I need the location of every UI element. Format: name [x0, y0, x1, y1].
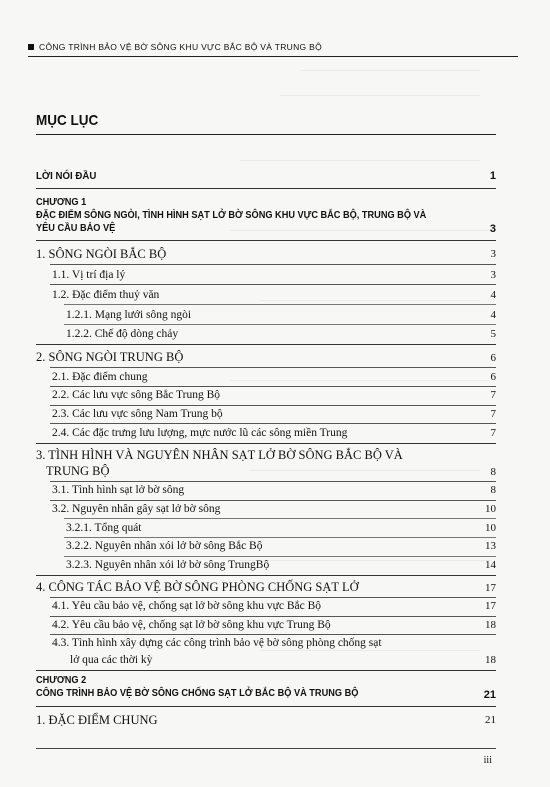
toc-item: 4.3. Tình hình xây dựng các công trình bảo vệ bờ sông phòng chống sạt	[52, 637, 382, 649]
toc-section: 3. TÌNH HÌNH VÀ NGUYÊN NHÂN SẠT LỞ BỜ SÔNG BẮC BỘ VÀ	[36, 448, 403, 462]
divider	[36, 134, 496, 135]
chapter-title: ĐẶC ĐIỂM SÔNG NGÒI, TÌNH HÌNH SẠT LỞ BỜ SÔNG KHU VỰC BẮC BỘ, TRUNG BỘ VÀ	[36, 210, 427, 221]
divider	[36, 188, 496, 189]
toc-preface: LỜI NÓI ĐẦU	[36, 170, 97, 182]
toc-item: 2.2. Các lưu vực sông Bắc Trung Bộ	[52, 389, 221, 401]
toc-item: 2.4. Các đặc trưng lưu lượng, mực nước lũ các sông miền Trung	[52, 427, 348, 439]
toc-section: 1. ĐẶC ĐIỂM CHUNG	[36, 713, 158, 727]
divider	[50, 284, 496, 285]
toc-item: 3.2.2. Nguyên nhân xói lở bờ sông Bắc Bộ	[66, 540, 263, 552]
toc-page: 7	[490, 389, 496, 401]
toc-item: 1.2.2. Chế độ dòng chảy	[66, 328, 179, 340]
toc-page: 7	[490, 408, 496, 420]
toc-page: 17	[485, 600, 496, 612]
toc-item: 2.3. Các lưu vực sông Nam Trung bộ	[52, 408, 223, 420]
toc-page: 18	[485, 619, 496, 631]
toc-page: 6	[490, 371, 496, 383]
toc-page: 13	[485, 540, 496, 552]
toc-page: 1	[489, 170, 496, 182]
chapter-label: CHƯƠNG 1	[36, 197, 87, 208]
running-header	[28, 42, 518, 57]
toc-section: 4. CÔNG TÁC BẢO VỆ BỜ SÔNG PHÒNG CHỐNG SẠT LỞ	[36, 580, 359, 594]
toc-page: 4	[490, 309, 496, 321]
divider	[36, 670, 496, 671]
divider	[50, 481, 496, 482]
toc-item: 3.1. Tình hình sạt lở bờ sông	[52, 484, 185, 496]
toc-page: 21	[485, 714, 496, 726]
divider	[64, 324, 496, 325]
divider	[36, 344, 496, 345]
divider	[50, 405, 496, 406]
divider	[50, 616, 496, 617]
header-text: CÔNG TRÌNH BẢO VỆ BỜ SÔNG KHU VỰC BẮC BỘ VÀ TRUNG BỘ	[39, 42, 322, 52]
square-bullet-icon	[28, 44, 34, 50]
divider	[36, 706, 496, 707]
toc-item: 1.1. Vị trí địa lý	[52, 269, 126, 281]
toc-page: 8	[490, 466, 496, 478]
toc-item: 4.2. Yêu cầu bảo vệ, chống sạt lở bờ sông khu vực Trung Bộ	[52, 619, 331, 631]
toc-page: 3	[490, 269, 496, 281]
page-number: iii	[483, 755, 492, 766]
divider	[36, 748, 496, 749]
divider	[64, 537, 496, 538]
chapter-title: YÊU CẦU BẢO VỆ	[36, 223, 116, 234]
divider	[64, 304, 496, 305]
toc-item: 3.2. Nguyên nhân gây sạt lở bờ sông	[52, 503, 221, 515]
divider	[50, 597, 496, 598]
divider	[36, 443, 496, 444]
toc-page: 6	[490, 352, 496, 364]
toc-page: 10	[485, 522, 496, 534]
divider	[50, 634, 496, 635]
toc-section: 1. SÔNG NGÒI BẮC BỘ	[36, 247, 167, 261]
toc-section: 2. SÔNG NGÒI TRUNG BỘ	[36, 350, 184, 364]
toc-item: 1.2.1. Mạng lưới sông ngòi	[66, 309, 192, 321]
divider	[50, 423, 496, 424]
toc-page: 10	[485, 503, 496, 515]
toc-section: TRUNG BỘ	[46, 464, 110, 478]
divider	[50, 367, 496, 368]
divider	[64, 556, 496, 557]
page-title: MỤC LỤC	[36, 112, 99, 129]
divider	[50, 500, 496, 501]
toc-page: 4	[490, 289, 496, 301]
divider	[50, 264, 496, 265]
toc-page: 3	[489, 223, 496, 235]
toc-page: 14	[485, 559, 496, 571]
chapter-title: CÔNG TRÌNH BẢO VỆ BỜ SÔNG CHỐNG SẠT LỞ BẮC BỘ VÀ TRUNG BỘ	[36, 688, 359, 699]
chapter-label: CHƯƠNG 2	[36, 675, 87, 686]
divider	[64, 518, 496, 519]
divider	[36, 575, 496, 576]
toc-page: 5	[490, 328, 496, 340]
toc-page: 8	[490, 484, 496, 496]
divider	[36, 240, 496, 241]
toc-page: 18	[485, 654, 496, 666]
toc-page: 17	[485, 582, 496, 594]
divider	[50, 386, 496, 387]
toc-item: 3.2.1. Tổng quát	[66, 522, 142, 534]
toc-item: lở qua các thời kỳ	[70, 654, 153, 666]
toc-item: 3.2.3. Nguyên nhân xói lở bờ sông TrungBộ	[66, 559, 270, 571]
toc-item: 2.1. Đặc điểm chung	[52, 371, 148, 383]
toc-item: 4.1. Yêu cầu bảo vệ, chống sạt lở bờ sông khu vực Bắc Bộ	[52, 600, 321, 612]
toc-item: 1.2. Đặc điểm thuỷ văn	[52, 289, 160, 301]
toc-page: 21	[483, 689, 496, 701]
toc-page: 7	[490, 427, 496, 439]
toc-page: 3	[490, 248, 496, 260]
